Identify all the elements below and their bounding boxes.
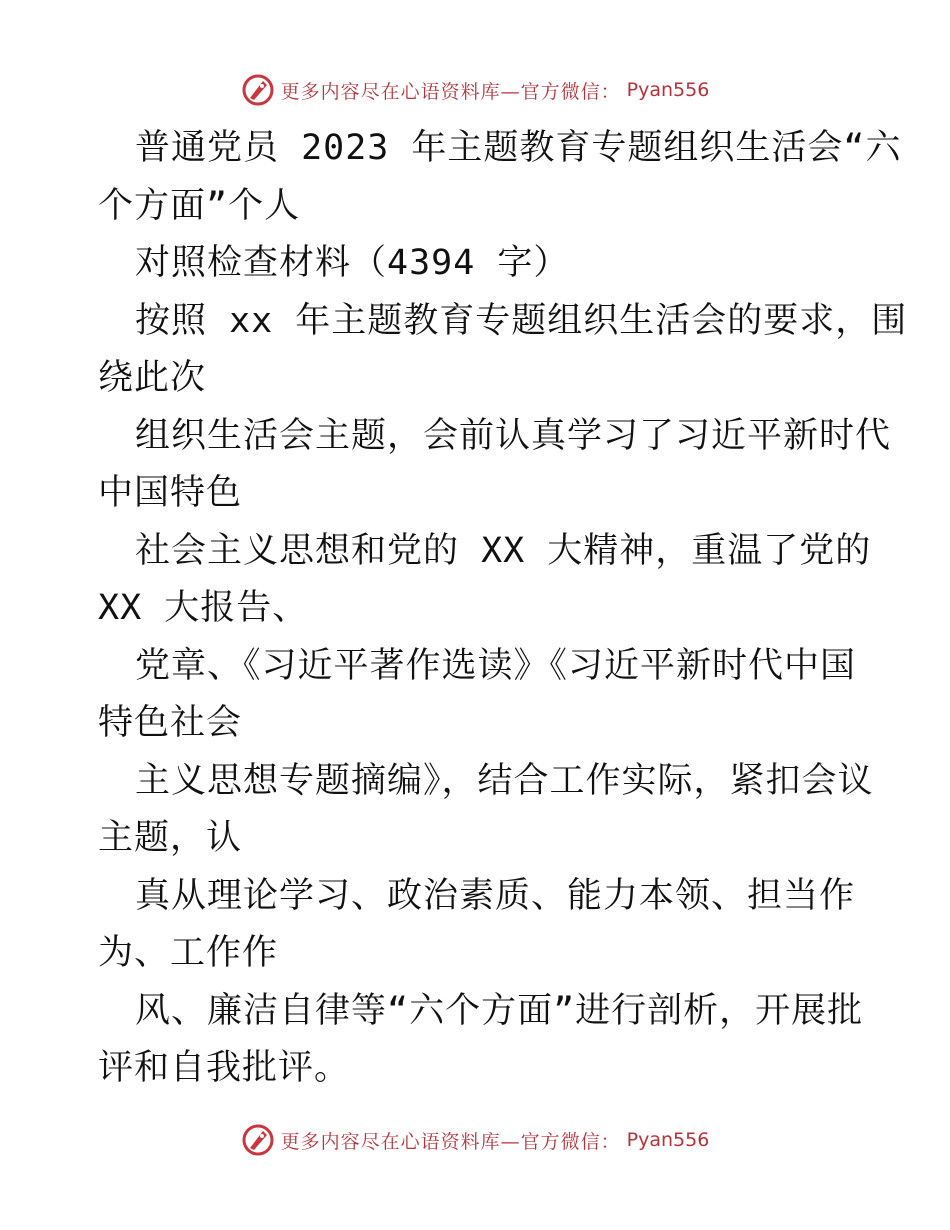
text-line: XX 大报告、 [98, 588, 309, 628]
banner-wechat-id: Pyan556 [626, 79, 710, 101]
text-line: 普通党员 2023 年主题教育专题组织生活会“六 [135, 128, 902, 168]
text-line: 为、工作作 [98, 933, 279, 973]
text-line: 风、廉洁自律等“六个方面”进行剖析，开展批 [135, 990, 864, 1031]
banner-text: 更多内容尽在心语资料库—官方微信： [280, 1130, 621, 1153]
banner-wechat-id: Pyan556 [626, 1129, 710, 1151]
text-line: 对照检查材料（4394 字） [135, 243, 570, 283]
text-line: 按照 xx 年主题教育专题组织生活会的要求，围 [135, 300, 908, 341]
text-line: 党章、《习近平著作选读》《习近平新时代中国 [135, 645, 857, 686]
text-line: 主题，认 [98, 818, 243, 858]
header-watermark-banner [0, 68, 950, 112]
text-line: 评和自我批评。 [98, 1048, 351, 1088]
text-line: 特色社会 [98, 703, 243, 743]
pen-nib-logo-icon [241, 1123, 275, 1157]
pen-nib-logo-icon [241, 73, 275, 107]
text-line: 绕此次 [98, 358, 207, 398]
text-line: 社会主义思想和党的 XX 大精神，重温了党的 [135, 530, 872, 571]
banner-text: 更多内容尽在心语资料库—官方微信： [280, 80, 621, 103]
text-line: 真从理论学习、政治素质、能力本领、担当作 [135, 875, 856, 916]
text-line: 个方面”个人 [98, 185, 301, 226]
text-line: 主义思想专题摘编》，结合工作实际，紧扣会议 [135, 760, 874, 801]
text-line: 中国特色 [98, 473, 243, 513]
footer-watermark-banner [0, 1118, 950, 1162]
document-body [98, 120, 908, 1098]
text-line: 组织生活会主题，会前认真学习了习近平新时代 [135, 415, 892, 456]
